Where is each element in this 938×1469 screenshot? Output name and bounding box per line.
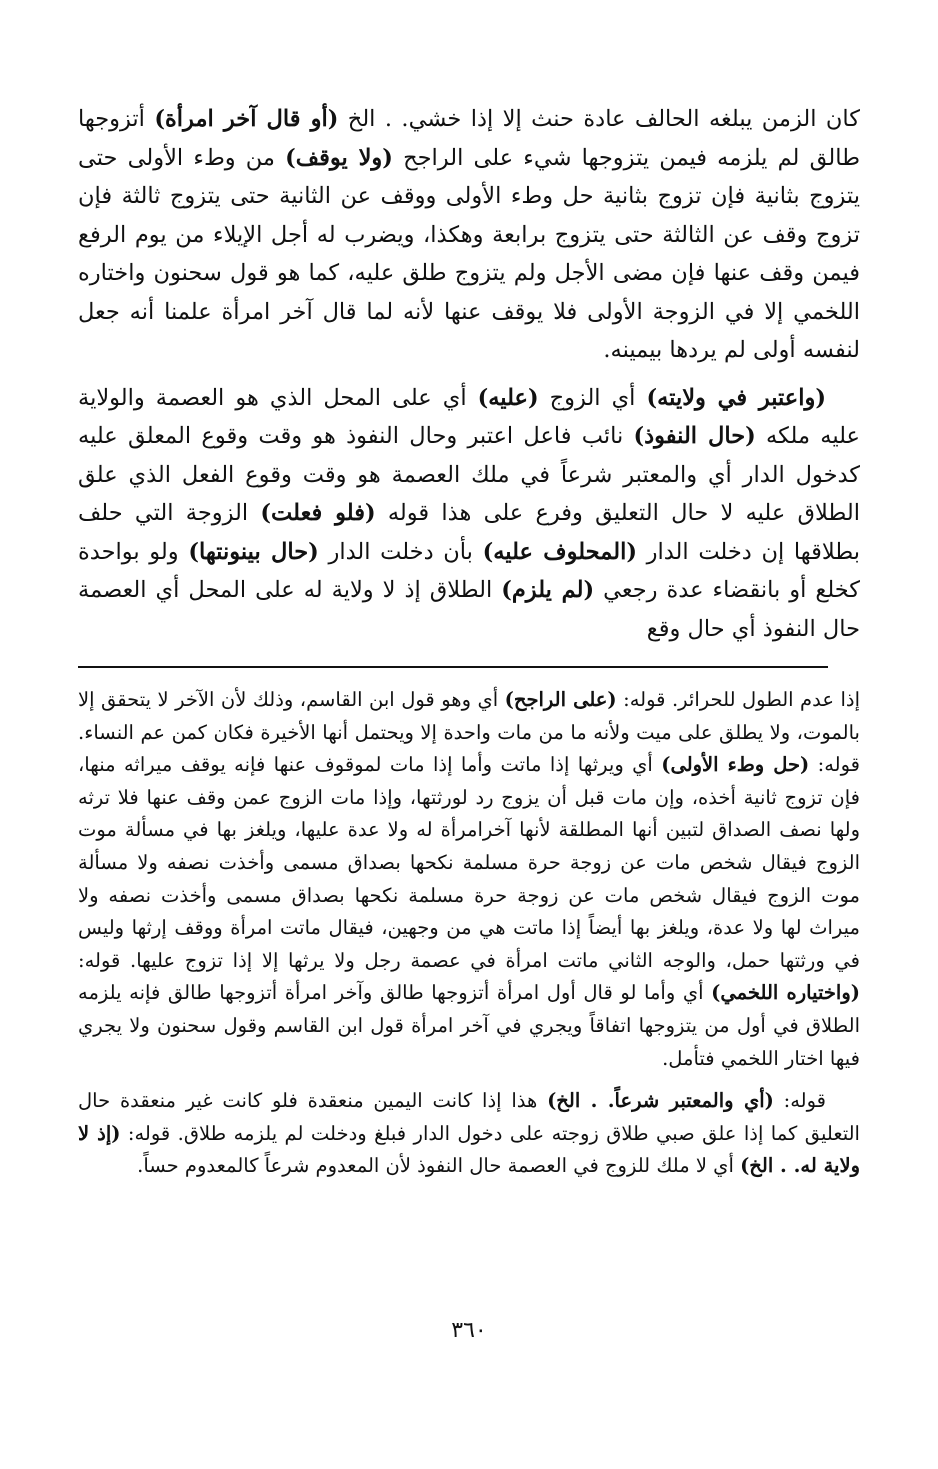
bold-phrase: (على الراجح)	[504, 688, 617, 711]
bold-phrase: (لم يلزم)	[501, 577, 595, 603]
bold-phrase: (إذ لا ولاية له. . الخ)	[78, 1121, 860, 1178]
text-run: من وطء الأولى حتى يتزوج بثانية فإن تزوج بثانية حل وطء الأولى ووقف عن الثانية حتى يتزوج ثالثة فإن تزوج وقف عن الثالثة حتى يتزوج برابعة وهكذا، ويضرب له أجل الإيلاء من يوم الرفع فيمن وقف عنها فإن مضى الأجل ولم يتزوج طلق عليه، كما هو قول سحنون واختاره اللخمي إلا في الزوجة الأولى فلا يوقف عنها لأنه لما قال آخر امرأة علمنا أنه جعل لنفسه أولى لم يردها بيمينه.	[78, 144, 860, 363]
bold-phrase: (واعتبر في ولايته)	[646, 384, 826, 411]
text-run: أتزوجها طالق لم يلزمه فيمن يتزوجها شيء على الراجح	[78, 106, 860, 171]
text-run: كان الزمن يبلغه الحالف عادة حنث إلا إذا خشي. . الخ	[338, 106, 861, 132]
main-paragraph-1	[78, 100, 860, 370]
text-run: أي وهو قول ابن القاسم، وذلك لأن الآخر لا يتحقق إلا بالموت، ولا يطلق على ميت ولأنه ما من مات واحدة إلا ويحتمل أنها الأخيرة فكان كمن عم النساء. قوله:	[78, 688, 861, 777]
page-number: ٣٦٠	[451, 1318, 487, 1343]
bold-phrase: (ولا يوقف)	[285, 144, 393, 171]
text-run: بأن دخلت الدار	[318, 538, 483, 565]
text-run: أي ويرثها إذا ماتت وأما إذا مات لموقوف عنها فإنه يوقف ميراثه منها، فإن تزوج ثانية أخذه، وإن مات قبل أن يزوج رد لورثتها، وإذا مات الزوج عمن وقف عنها فلا ترثه ولها نصف الصداق لتبين أنها المطلقة لأنها آخرامرأة له ولا عدة عليها، ويلغز بها في مسألة موت الزوج فيقال شخص مات عن زوجة حرة مسلمة نكحها بصداق مسمى وأخذت نصفه ولا مسألة موت الزوج فيقال شخص مات عن زوجة حرة مسلمة نكحها بصداق مسمى وأخذت نصفه ولا ميراث لها ولا عدة، ويلغز بها أيضاً إذا ماتت هي من وجهين، فيقال ماتت امرأة ووقف إرثها وليس في ورثتها حمل، والوجه الثاني ماتت امرأة في عصمة رجل ولا يرثها إلا إذا تزوج عليها. قوله:	[78, 753, 860, 972]
bold-phrase: (عليه)	[477, 384, 539, 411]
bold-phrase: (فلو فعلت)	[260, 500, 376, 526]
text-run: أي على المحل الذي هو العصمة والولاية عليه ملكه	[78, 384, 860, 449]
bold-phrase: (حل وطء الأولى)	[661, 753, 810, 777]
text-run: أي لا ملك للزوج في العصمة حال النفوذ لأن المعدوم شرعاً كالمعدوم حساً.	[137, 1154, 741, 1178]
text-run: قوله:	[773, 1089, 826, 1113]
text-run: إذا عدم الطول للحرائر. قوله:	[616, 688, 860, 711]
bold-phrase: (المحلوف عليه)	[482, 538, 637, 565]
text-run: نائب فاعل اعتبر وحال النفوذ هو وقت وقوع المعلق عليه كدخول الدار أي والمعتبر شرعاً في ملك العصمة هو وقت وقوع الفعل الذي علق الطلاق عليه لا حال التعليق وفرع على هذا قوله	[78, 423, 860, 526]
text-run: أي الزوج	[538, 384, 647, 411]
footnote-separator	[78, 666, 828, 668]
text-run: هذا إذا كانت اليمين منعقدة فلو كانت غير منعقدة حال التعليق كما إذا علق صبي طلاق زوجته على دخول الدار فبلغ ودخلت لم يلزمه طلاق. قوله:	[78, 1089, 860, 1145]
text-run: ولو بواحدة كخلع أو بانقضاء عدة رجعي	[78, 538, 861, 603]
footnote-paragraph-1	[78, 684, 860, 1075]
footnotes	[78, 684, 860, 1193]
main-paragraph-2	[78, 379, 860, 649]
footnote-paragraph-2	[78, 1085, 860, 1183]
main-text	[78, 100, 860, 657]
text-run: الطلاق إذ لا ولاية له على المحل أي العصمة حال النفوذ أي حال وقع	[78, 577, 860, 642]
text-run: الزوجة التي حلف بطلاقها إن دخلت الدار	[78, 500, 860, 565]
bold-phrase: (حال النفوذ)	[633, 423, 756, 449]
bold-phrase: (حال بينونتها)	[188, 538, 319, 565]
text-run: أي وأما لو قال أول امرأة أتزوجها طالق وآخر امرأة أتزوجها طالق فإنه يلزمه الطلاق في أول من يتزوجها اتفاقاً ويجري في آخر امرأة قول ابن القاسم وقول سحنون ولا يجري فيها اختار اللخمي فتأمل.	[78, 981, 860, 1070]
bold-phrase: (واختياره اللخمي)	[711, 981, 860, 1005]
bold-phrase: (أي والمعتبر شرعاً. . الخ)	[547, 1089, 774, 1113]
bold-phrase: (أو قال آخر امرأة)	[154, 106, 339, 132]
